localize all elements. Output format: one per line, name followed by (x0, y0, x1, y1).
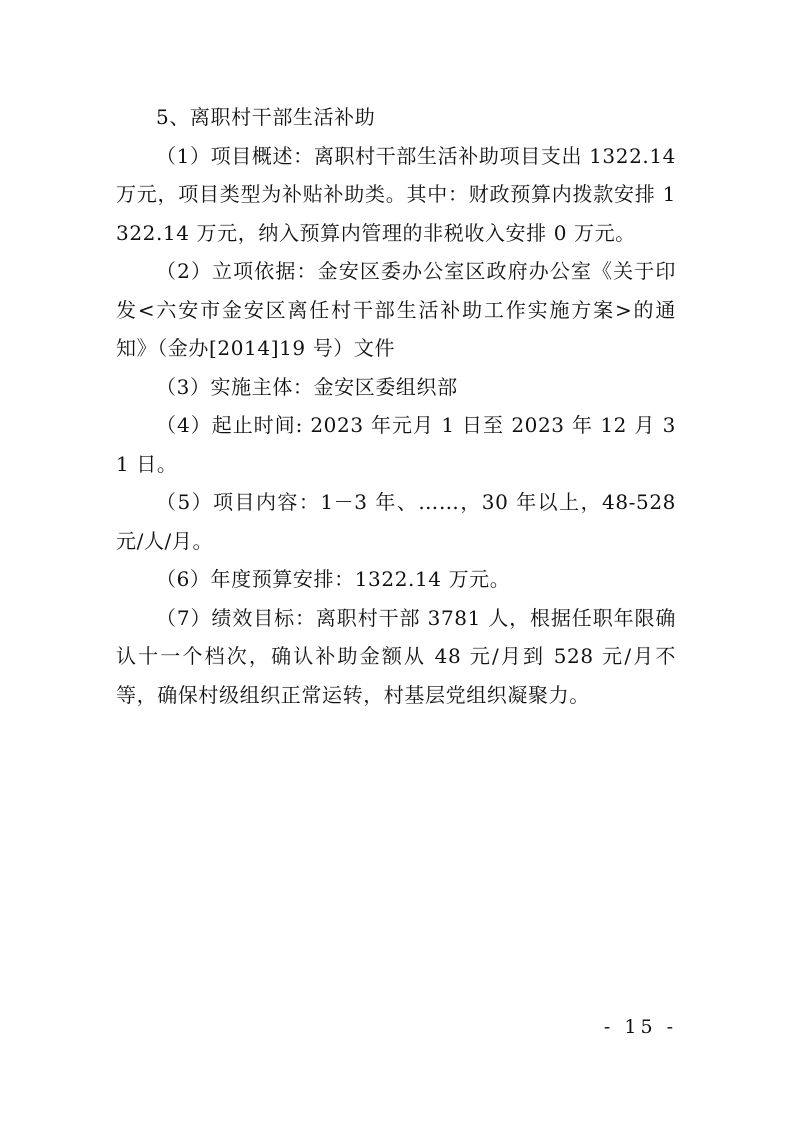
paragraph-implementing-body: （3）实施主体：金安区委组织部 (156, 374, 458, 399)
paragraph-time-period: （4）起止时间: 2023 年元月 1 日至 2023 年 12 月 31 日。 (116, 413, 676, 476)
page-number: - 15 - (603, 1016, 677, 1038)
document-body (116, 98, 676, 714)
paragraph-performance-target: （7）绩效目标：离职村干部 3781 人，根据任职年限确认十一个档次，确认补助金额从 48 元/月到 528 元/月不等，确保村级组织正常运转，村基层党组织凝聚力。 (116, 605, 676, 707)
paragraph-annual-budget: （6）年度预算安排：1322.14 万元。 (156, 567, 511, 591)
paragraph-project-overview: （1）项目概述：离职村干部生活补助项目支出 1322.14 万元，项目类型为补贴补助类。其中：财政预算内拨款安排 1322.14 万元，纳入预算内管理的非税收入安排 0 万元。 (116, 143, 676, 245)
paragraph-project-content: （5）项目内容：1－3 年、……，30 年以上，48-528 元/人/月。 (116, 490, 676, 553)
section-heading: 5、离职村干部生活补助 (156, 105, 376, 129)
paragraph-project-basis: （2）立项依据：金安区委办公室区政府办公室《关于印发<六安市金安区离任村干部生活补助工作实施方案>的通知》（金办[2014]19 号）文件 (116, 259, 676, 360)
